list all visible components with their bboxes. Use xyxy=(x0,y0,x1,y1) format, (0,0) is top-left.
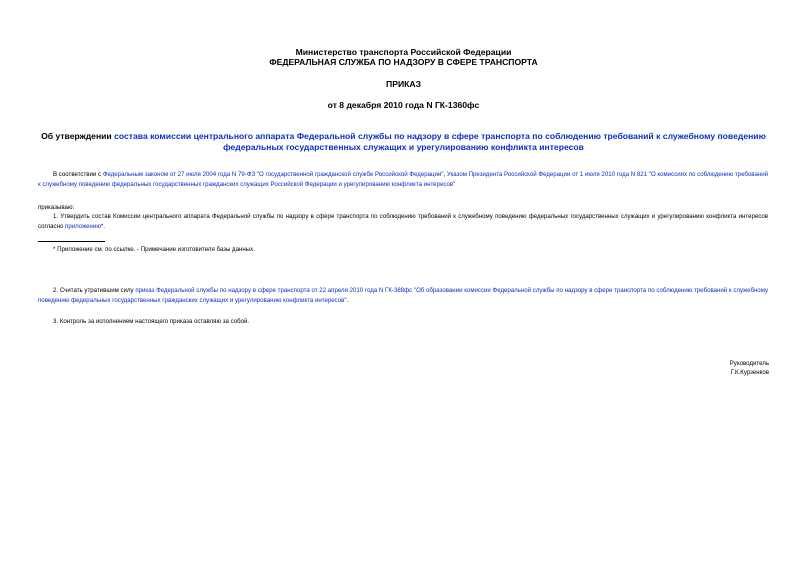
item-1-paragraph xyxy=(38,212,768,231)
signature-name: Г.К.Курзенков xyxy=(730,369,769,376)
preamble-text-2: , xyxy=(443,171,447,178)
presidential-decree-link[interactable]: Указом Президента Российской Федерации от 1 июля 2010 года N 821 "О комиссиях по соблюдению требований к служебному поведению федеральных государственных гражданских служащих Российской Федерации и урегулированию конфликта интересов" xyxy=(38,171,769,188)
federal-law-link[interactable]: Федеральным законом от 27 июля 2004 года N 79-ФЗ "О государственной гражданской службе Российской Федерации" xyxy=(102,171,444,178)
signature-position: Руководитель xyxy=(729,360,769,367)
document-title xyxy=(40,131,767,153)
item-2-text: 2. Считать утратившим силу xyxy=(53,287,136,294)
item-2-suffix: . xyxy=(346,296,349,304)
repealed-order-link[interactable]: приказ Федеральной службы по надзору в сфере транспорта от 22 апреля 2010 года N ГК-388фс "Об образовании комиссии Федеральной службы по надзору в сфере транспорта по соблюдению требований к служебному поведению федеральных государственных гражданских служащих и урегулированию конфликта интересов" xyxy=(38,287,768,304)
service-name: ФЕДЕРАЛЬНАЯ СЛУЖБА ПО НАДЗОРУ В СФЕРЕ ТРАНСПОРТА xyxy=(269,57,538,67)
preamble-text-1: В соответствии с xyxy=(53,171,103,178)
ministry-name: Министерство транспорта Российской Федерации xyxy=(295,47,512,57)
footnote: * Приложение см. по ссылке. - Примечание изготовителя базы данных. xyxy=(53,246,255,253)
title-prefix: Об утверждении xyxy=(41,131,115,141)
title-link[interactable]: состава комиссии центрального аппарата Федеральной службы по надзору в сфере транспорта по соблюдению требований к служебному поведению федеральных государственных служащих и урегулированию конфликта интересов xyxy=(114,131,766,152)
item-1-suffix: *. xyxy=(100,222,105,230)
item-2-paragraph xyxy=(38,286,768,305)
item-1-text: 1. Утвердить состав Комиссии центрального аппарата Федеральной службы по надзору в сфере транспорта по соблюдению требований к служебному поведению федеральных государственных служащих и урегулированию конфликта интересов согласно xyxy=(38,213,768,230)
footnote-separator xyxy=(38,241,105,242)
document-type: ПРИКАЗ xyxy=(386,79,421,89)
document-date-number: от 8 декабря 2010 года N ГК-1360фс xyxy=(327,100,480,110)
appendix-link[interactable]: приложению xyxy=(65,222,101,230)
order-word: приказываю: xyxy=(38,204,75,211)
preamble-paragraph xyxy=(38,170,768,189)
item-3-paragraph: 3. Контроль за исполнением настоящего приказа оставляю за собой. xyxy=(53,318,250,325)
